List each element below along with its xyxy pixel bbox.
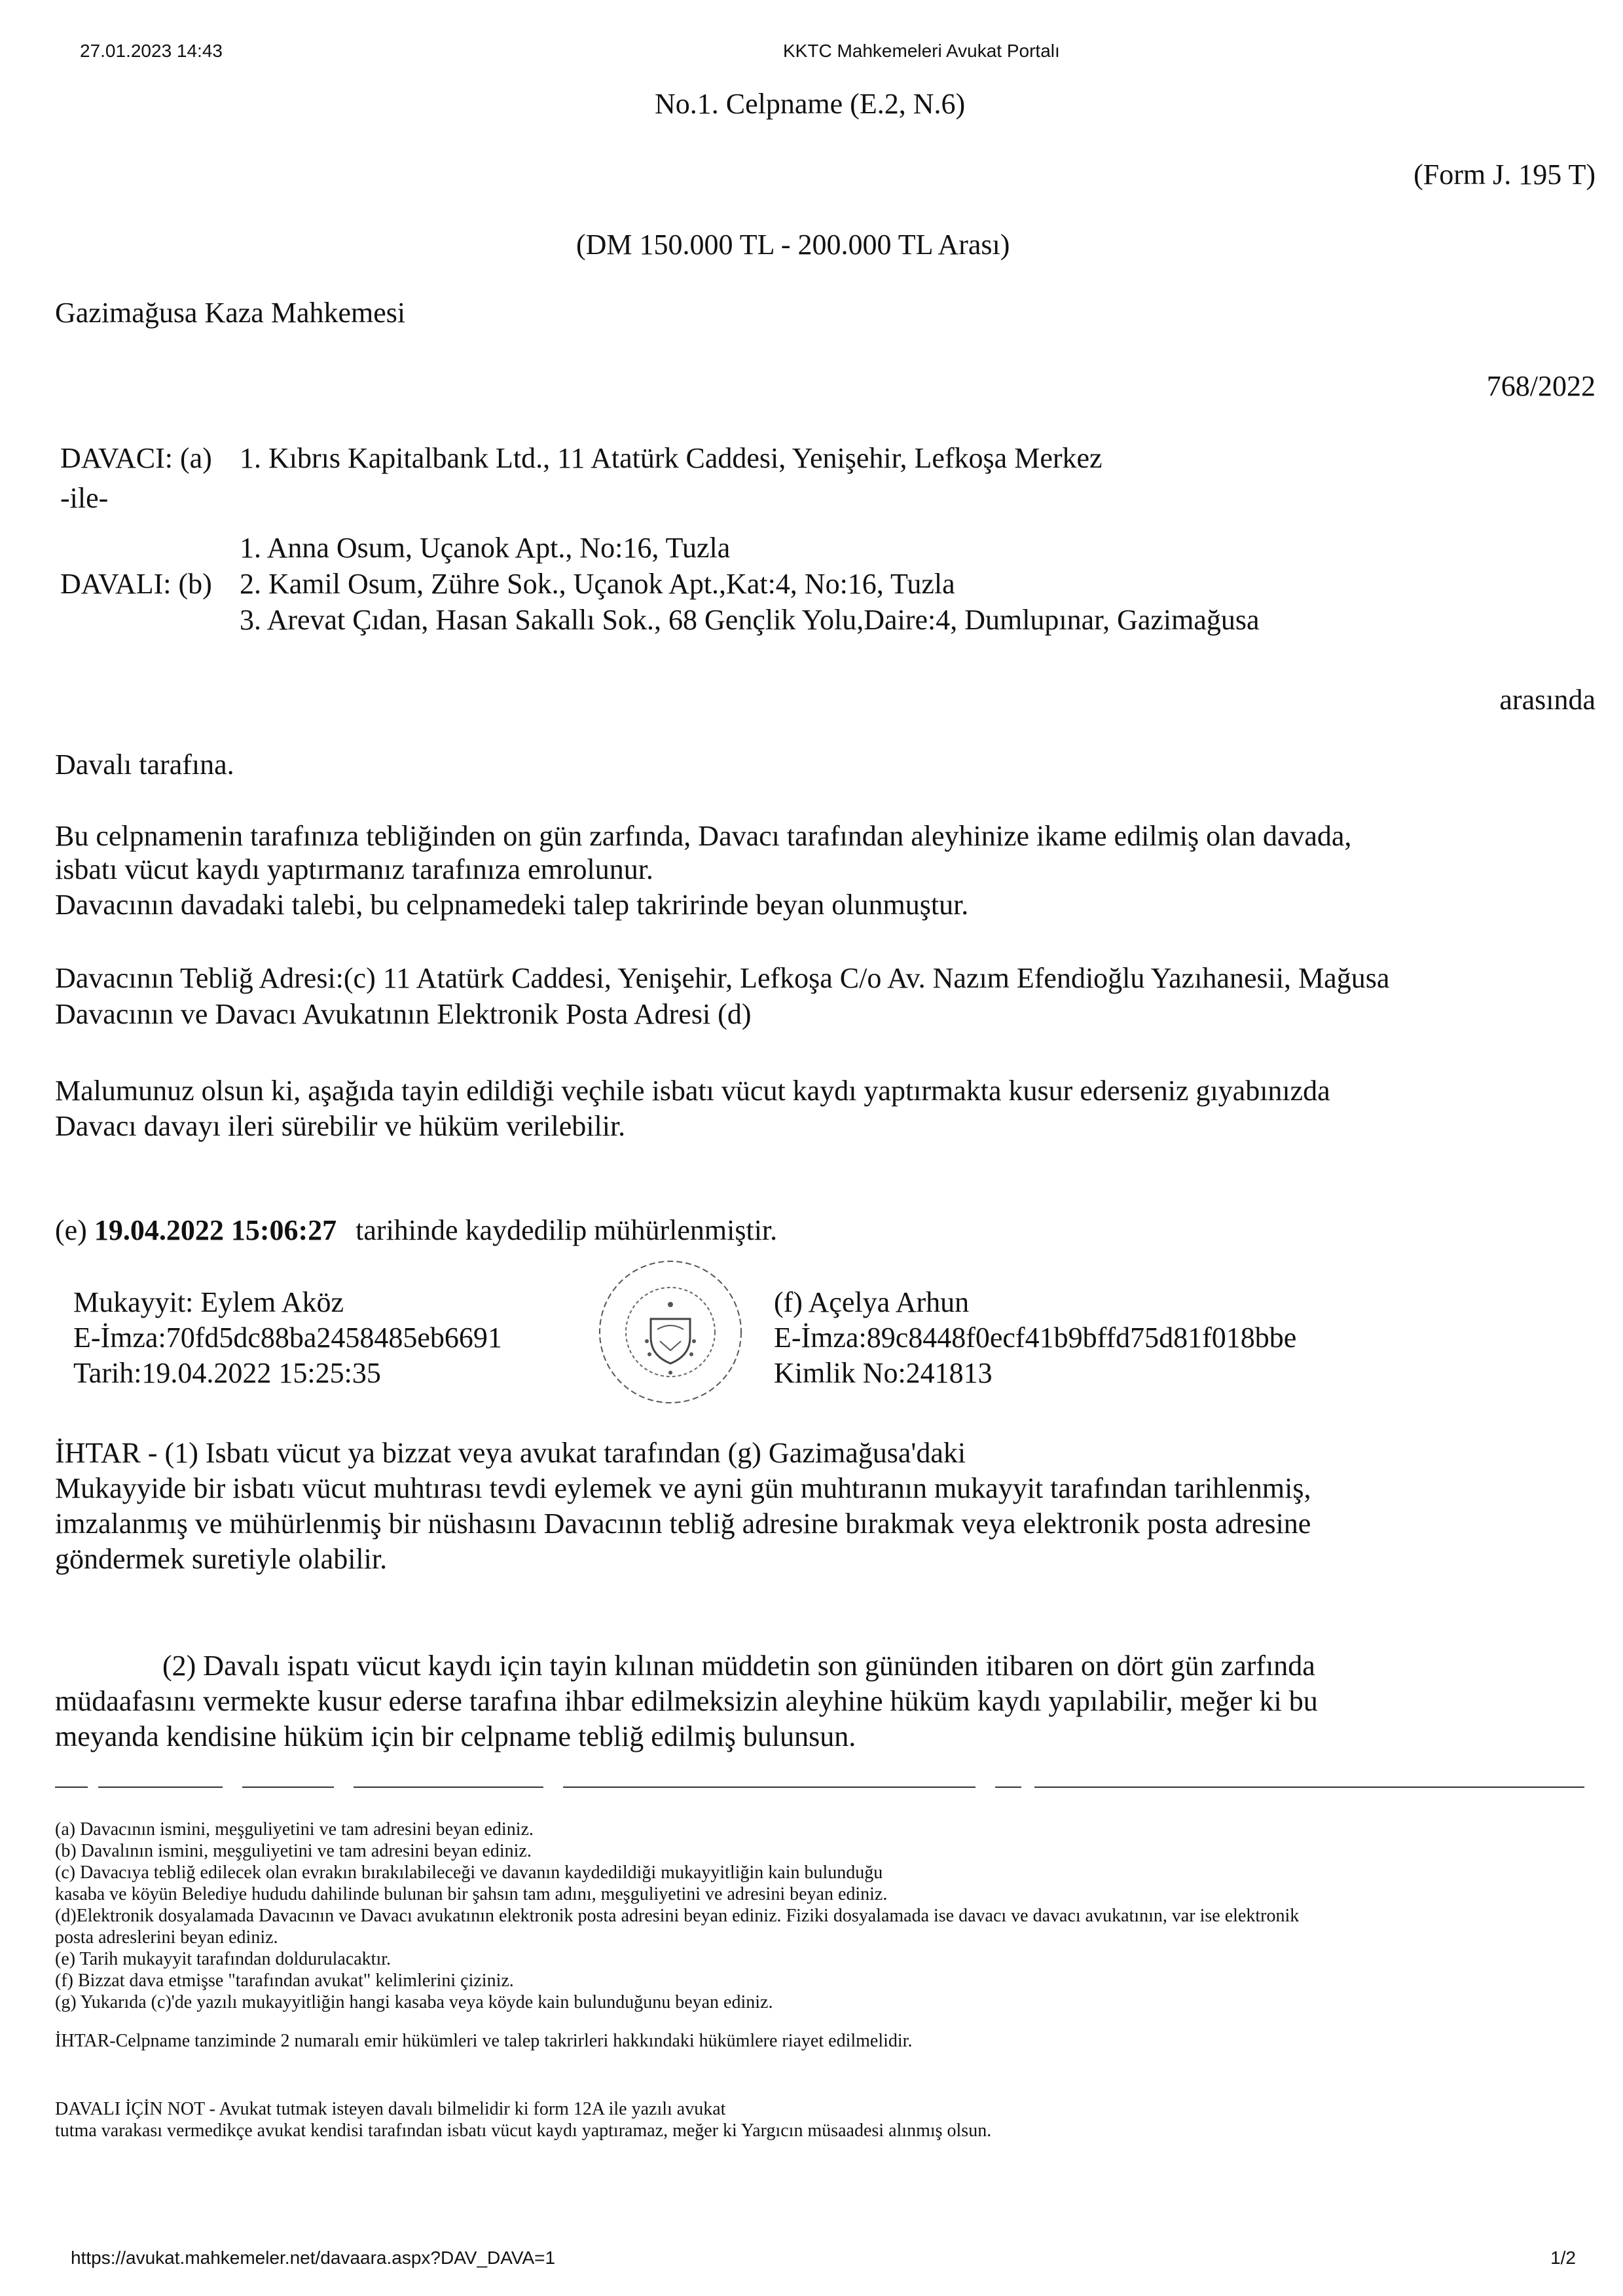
paragraph-3-line-2: Davacı davayı ileri sürebilir ve hüküm verilebilir. <box>55 1110 626 1142</box>
seal-prefix: (e) <box>55 1214 87 1246</box>
registrar-name: Mukayyit: Eylem Aköz <box>73 1286 344 1318</box>
case-number: 768/2022 <box>1486 370 1596 402</box>
paragraph-3-line-1: Malumunuz olsun ki, aşağıda tayin edildiği veçhile isbatı vücut kaydı yaptırmakta kusur ederseniz gıyabınızda <box>55 1075 1330 1107</box>
seal-date: 19.04.2022 15:06:27 <box>94 1214 337 1246</box>
seal-line <box>55 1213 777 1248</box>
paragraph-1-line-3: Davacının davadaki talebi, bu celpnamedeki talep takririnde beyan olunmuştur. <box>55 889 969 921</box>
registrar-date: Tarih:19.04.2022 15:25:35 <box>73 1357 381 1389</box>
warning-1-line-4: göndermek suretiyle olabilir. <box>55 1543 388 1575</box>
defendant-note-line-1: DAVALI İÇİN NOT - Avukat tutmak isteyen davalı bilmelidir ki form 12A ile yazılı avukat <box>55 2099 726 2119</box>
defendant-2: 2. Kamil Osum, Zühre Sok., Uçanok Apt.,Kat:4, No:16, Tuzla <box>240 568 955 600</box>
paragraph-1-line-2: isbatı vücut kaydı yaptırmanız tarafınıza emrolunur. <box>55 853 653 885</box>
plaintiff: 1. Kıbrıs Kapitalbank Ltd., 11 Atatürk Caddesi, Yenişehir, Lefkoşa Merkez <box>240 442 1103 474</box>
addressee: Davalı tarafına. <box>55 749 234 781</box>
footnote-c-continued: kasaba ve köyün Belediye hududu dahilinde bulunan bir şahsın tam adını, meşguliyetini ve adresini beyan ediniz. <box>55 1884 888 1904</box>
defendant-note-line-2: tutma varakası vermedikçe avukat kendisi tarafından isbatı vücut kaydı yaptıramaz, meğer ki Yargıcın müsaadesi alınmış olsun. <box>55 2120 992 2141</box>
page-number: 1/2 <box>1550 2248 1576 2268</box>
lawyer-id-number: Kimlik No:241813 <box>774 1357 993 1389</box>
footnote-c: (c) Davacıya tebliğ edilecek olan evrakın bırakılabileceği ve davanın kaydedildiği mukayyitliğin kain bulunduğu <box>55 1862 883 1883</box>
form-number: (Form J. 195 T) <box>1413 158 1596 191</box>
footnote-e: (e) Tarih mukayyit tarafından doldurulacaktır. <box>55 1949 392 1969</box>
defendant-1: 1. Anna Osum, Uçanok Apt., No:16, Tuzla <box>240 532 731 564</box>
footnote-g: (g) Yukarıda (c)'de yazılı mukayyitliğin hangi kasaba veya köyde kain bulunduğunu beyan ediniz. <box>55 1992 773 2012</box>
paragraph-1-line-1: Bu celpnamenin tarafınıza tebliğinden on gün zarfında, Davacı tarafından aleyhinize ikame edilmiş olan davada, <box>55 820 1352 852</box>
portal-name: KKTC Mahkemeleri Avukat Portalı <box>783 41 1060 61</box>
warning-2-line-2: müdaafasını vermekte kusur ederse tarafına ihbar edilmeksizin aleyhine hüküm kaydı yapılabilir, meğer ki bu <box>55 1685 1318 1717</box>
warning-1-line-2: Mukayyide bir isbatı vücut muhtırası tevdi eylemek ve ayni gün muhtıranın mukayyit tarafından tarihlenmiş, <box>55 1472 1311 1504</box>
footnote-a: (a) Davacının ismini, meşguliyetini ve tam adresini beyan ediniz. <box>55 1819 534 1840</box>
ile-separator: -ile- <box>60 482 109 514</box>
warning-2-line-1: (2) Davalı ispatı vücut kaydı için tayin kılınan müddetin son gününden itibaren on dört gün zarfında <box>162 1650 1315 1682</box>
warning-2-line-3: meyanda kendisine hüküm için bir celpname tebliğ edilmiş bulunsun. <box>55 1720 856 1752</box>
page-url: https://avukat.mahkemeler.net/davaara.aspx?DAV_DAVA=1 <box>71 2248 556 2268</box>
print-datetime: 27.01.2023 14:43 <box>80 41 223 61</box>
ihtar-note: İHTAR-Celpname tanziminde 2 numaralı emir hükümleri ve talep takrirleri hakkındaki hükümlere riayet edilmelidir. <box>55 2031 913 2051</box>
court-name: Gazimağusa Kaza Mahkemesi <box>55 297 406 329</box>
lawyer-name: (f) Açelya Arhun <box>774 1286 970 1318</box>
footnote-d: (d)Elektronik dosyalamada Davacının ve Davacı avukatının elektronik posta adresini beyan ediniz. Fiziki dosyalamada ise davacı ve davacı avukatının, var ise elektronik <box>55 1906 1300 1926</box>
paragraph-2-line-2: Davacının ve Davacı Avukatının Elektronik Posta Adresi (d) <box>55 998 752 1030</box>
between-label: arasında <box>1499 684 1596 716</box>
footnote-b: (b) Davalının ismini, meşguliyetini ve tam adresini beyan ediniz. <box>55 1841 532 1861</box>
warning-1-line-3: imzalanmış ve mühürlenmiş bir nüshasını Davacının tebliğ adresine bırakmak veya elektronik posta adresine <box>55 1508 1311 1540</box>
footnote-d-continued: posta adreslerini beyan ediniz. <box>55 1927 278 1948</box>
defendant-label: DAVALI: (b) <box>60 568 212 600</box>
warning-1-line-1: İHTAR - (1) Isbatı vücut ya bizzat veya avukat tarafından (g) Gazimağusa'daki <box>55 1437 966 1469</box>
seal-suffix: tarihinde kaydedilip mühürlenmiştir. <box>356 1214 778 1246</box>
footnote-f: (f) Bizzat dava etmişse "tarafından avukat" kelimlerini çiziniz. <box>55 1971 514 1991</box>
court-seal-icon <box>594 1256 746 1408</box>
lawyer-esignature: E-İmza:89c8448f0ecf41b9bffd75d81f018bbe <box>774 1322 1297 1354</box>
registrar-esignature: E-İmza:70fd5dc88ba2458485eb6691 <box>73 1322 502 1354</box>
plaintiff-label: DAVACI: (a) <box>60 442 212 474</box>
form-title: No.1. Celpname (E.2, N.6) <box>655 88 966 120</box>
paragraph-2-line-1: Davacının Tebliğ Adresi:(c) 11 Atatürk Caddesi, Yenişehir, Lefkoşa C/o Av. Nazım Efendioğlu Yazıhanesii, Mağusa <box>55 962 1390 994</box>
defendant-3: 3. Arevat Çıdan, Hasan Sakallı Sok., 68 Gençlik Yolu,Daire:4, Dumlupınar, Gazimağusa <box>240 604 1260 636</box>
amount-range: (DM 150.000 TL - 200.000 TL Arası) <box>576 229 1010 261</box>
